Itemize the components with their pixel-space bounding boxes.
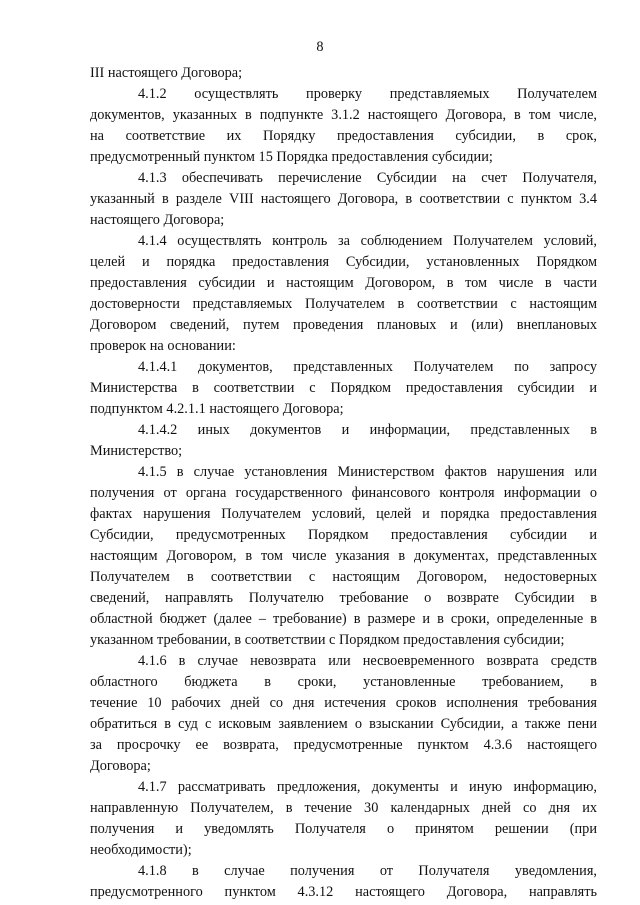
text-line: целей и порядка предоставления Субсидии, установленных Порядком [90, 254, 597, 270]
text-line: настоящего Договора; [90, 212, 225, 228]
text-line: указанный в разделе VIII настоящего Договора, в соответствии с пунктом 3.4 [90, 191, 597, 207]
text-line: 4.1.2 осуществлять проверку представляемых Получателем [138, 86, 597, 102]
text-line: обратиться в суд с исковым заявлением о взыскании Субсидии, а также пени [90, 716, 597, 732]
text-line: документов, указанных в подпункте 3.1.2 настоящего Договора, в том числе, [90, 107, 597, 123]
text-line: 4.1.7 рассматривать предложения, документы и иную информацию, [138, 779, 597, 795]
text-line: предоставления субсидии и настоящим Договором, в том числе в части [90, 275, 597, 291]
text-line: настоящим Договором, в том числе указания в документах, представленных [90, 548, 597, 564]
text-line: областной бюджет (далее – требование) в размере и в сроки, определенные в [90, 611, 597, 627]
text-line: предусмотренный пунктом 15 Порядка предоставления субсидии; [90, 149, 493, 165]
text-line: фактах нарушения Получателем условий, целей и порядка предоставления [90, 506, 597, 522]
text-line: 4.1.4.1 документов, представленных Получателем по запросу [138, 359, 597, 375]
text-line: достоверности представляемых Получателем в соответствии с настоящим [90, 296, 597, 312]
text-line: Договора; [90, 758, 151, 774]
text-line: за просрочку ее возврата, предусмотренные пунктом 4.3.6 настоящего [90, 737, 597, 753]
text-line: 4.1.3 обеспечивать перечисление Субсидии на счет Получателя, [138, 170, 597, 186]
text-line: Договором сведений, путем проведения плановых и (или) внеплановых [90, 317, 597, 333]
text-line: 4.1.4 осуществлять контроль за соблюдением Получателем условий, [138, 233, 597, 249]
text-line: 4.1.5 в случае установления Министерством фактов нарушения или [138, 464, 597, 480]
text-line: проверок на основании: [90, 338, 236, 354]
text-line: 4.1.8 в случае получения от Получателя уведомления, [138, 863, 597, 879]
text-line: направленную Получателем, в течение 30 календарных дней со дня их [90, 800, 597, 816]
text-line: на соответствие их Порядку предоставления субсидии, в срок, [90, 128, 597, 144]
text-line: Получателем в соответствии с настоящим Договором, недостоверных [90, 569, 597, 585]
text-line: Министерство; [90, 443, 183, 459]
text-line: получения от органа государственного финансового контроля информации о [90, 485, 597, 501]
text-line: III настоящего Договора; [90, 65, 243, 81]
text-line: предусмотренного пунктом 4.3.12 настоящего Договора, направлять [90, 884, 597, 900]
page-number: 8 [316, 39, 324, 55]
text-line: Субсидии, предусмотренных Порядком предоставления субсидии и [90, 527, 597, 543]
text-line: указанном требовании, в соответствии с Порядком предоставления субсидии; [90, 632, 565, 648]
text-line: 4.1.4.2 иных документов и информации, представленных в [138, 422, 597, 438]
text-line: необходимости); [90, 842, 192, 858]
text-line: 4.1.6 в случае невозврата или несвоевременного возврата средств [138, 653, 597, 669]
text-line: течение 10 рабочих дней со дня истечения сроков исполнения требования [90, 695, 597, 711]
text-line: областного бюджета в сроки, установленные требованием, в [90, 674, 597, 690]
text-line: Министерства в соответствии с Порядком предоставления субсидии и [90, 380, 597, 396]
text-line: подпунктом 4.2.1.1 настоящего Договора; [90, 401, 344, 417]
text-line: получения и уведомлять Получателя о принятом решении (при [90, 821, 597, 837]
text-line: сведений, направлять Получателю требование о возврате Субсидии в [90, 590, 597, 606]
